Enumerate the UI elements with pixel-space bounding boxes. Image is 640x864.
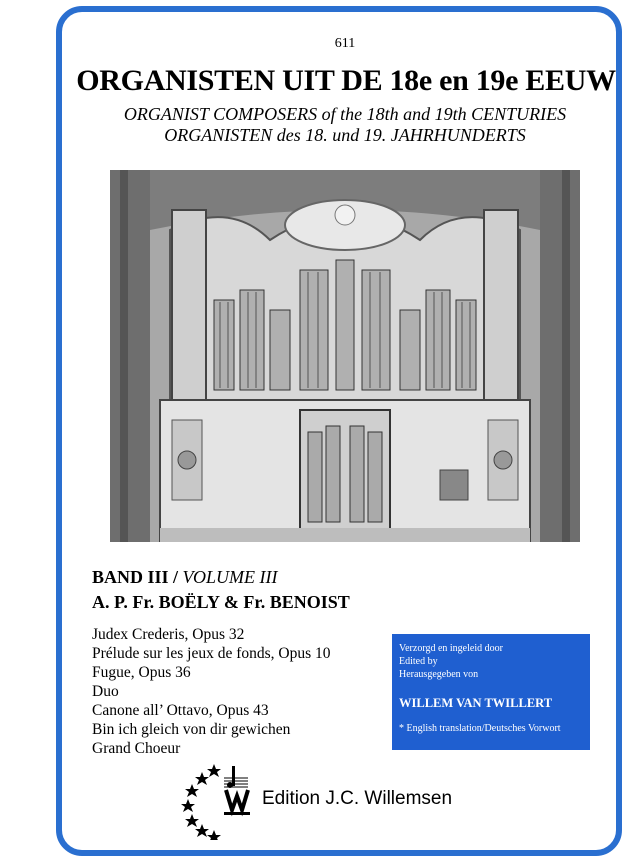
editor-name: WILLEM VAN TWILLERT [399,696,553,710]
edited-by-english: Edited by [399,656,438,667]
volume-label: VOLUME III [182,567,278,587]
volume-heading [92,567,277,588]
list-item: Prélude sur les jeux de fonds, Opus 10 [92,645,331,662]
organ-illustration [110,170,580,542]
organ-photograph [110,170,580,542]
catalog-number: 611 [334,36,356,51]
composers: A. P. Fr. BOËLY & Fr. BENOIST [92,592,350,612]
series-subtitle-german: ORGANISTEN des 18. und 19. JAHRHUNDERTS [164,125,526,145]
list-item: Judex Crederis, Opus 32 [92,626,245,643]
list-item: Grand Choeur [92,740,181,757]
series-title: ORGANISTEN UIT DE 18e en 19e EEUW [76,64,616,97]
list-item: Bin ich gleich von dir gewichen [92,721,291,738]
publisher-block [180,760,510,840]
works-list [92,625,331,758]
editor-box [392,634,590,750]
translation-note: * English translation/Deutsches Vorwort [399,723,561,734]
publisher-logo-icon [180,760,260,840]
publisher-name: Edition J.C. Willemsen [262,788,453,809]
series-subtitle-english: ORGANIST COMPOSERS of the 18th and 19th CENTURIES [123,104,567,124]
edited-by-dutch: Verzorgd en ingeleid door [399,643,503,654]
list-item: Canone all’ Ottavo, Opus 43 [92,702,269,719]
list-item: Duo [92,683,119,700]
list-item: Fugue, Opus 36 [92,664,191,681]
band-label: BAND III / [92,567,179,587]
edited-by-german: Herausgegeben von [399,669,479,680]
